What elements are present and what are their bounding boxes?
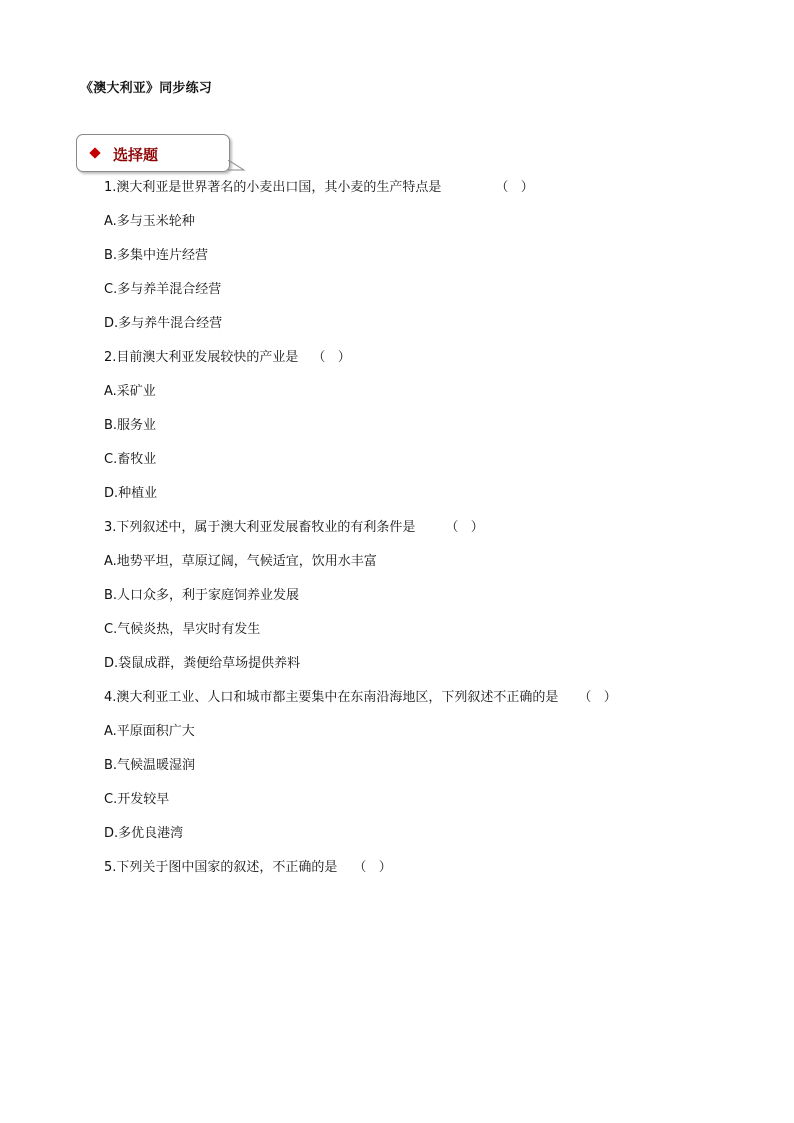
- question-stem: [104, 178, 724, 212]
- option-b: B.服务业: [104, 418, 157, 433]
- question-text: 1.澳大利亚是世界著名的小麦出口国，其小麦的生产特点是: [104, 180, 442, 195]
- option-c: C.畜牧业: [104, 452, 157, 467]
- option-a: A.平原面积广大: [104, 724, 195, 739]
- option-a: A.多与玉米轮种: [104, 214, 195, 229]
- question-text: 4.澳大利亚工业、人口和城市都主要集中在东南沿海地区，下列叙述不正确的是: [104, 690, 559, 705]
- answer-bracket: （ ）: [445, 520, 484, 535]
- answer-bracket: （ ）: [578, 690, 617, 705]
- question-text: 5.下列关于图中国家的叙述，不正确的是: [104, 860, 338, 875]
- option-b: B.气候温暖湿润: [104, 758, 196, 773]
- option-d: D.种植业: [104, 486, 158, 501]
- answer-bracket: （ ）: [495, 180, 534, 195]
- option-b: B.人口众多，利于家庭饲养业发展: [104, 588, 300, 603]
- answer-bracket: （ ）: [353, 860, 392, 875]
- option-c: C.多与养羊混合经营: [104, 282, 222, 297]
- section-header: [76, 134, 230, 172]
- document-title: 《澳大利亚》同步练习: [80, 81, 213, 96]
- option-d: D.袋鼠成群，粪便给草场提供养料: [104, 656, 301, 671]
- question-stem: [104, 858, 724, 892]
- option-d: D.多优良港湾: [104, 826, 184, 841]
- question-text: 2.目前澳大利亚发展较快的产业是: [104, 350, 299, 365]
- question-stem: [104, 688, 724, 722]
- diamond-bullet-icon: [89, 147, 100, 158]
- option-a: A.地势平坦，草原辽阔，气候适宜，饮用水丰富: [104, 554, 377, 569]
- question-list: [104, 178, 724, 892]
- section-label: 选择题: [113, 146, 159, 164]
- option-c: C.开发较早: [104, 792, 170, 807]
- option-d: D.多与养牛混合经营: [104, 316, 223, 331]
- option-b: B.多集中连片经营: [104, 248, 209, 263]
- question-text: 3.下列叙述中，属于澳大利亚发展畜牧业的有利条件是: [104, 520, 416, 535]
- question-stem: [104, 348, 724, 382]
- answer-bracket: （ ）: [312, 350, 351, 365]
- callout-tail-icon: [228, 160, 246, 172]
- question-stem: [104, 518, 724, 552]
- option-c: C.气候炎热，旱灾时有发生: [104, 622, 261, 637]
- option-a: A.采矿业: [104, 384, 156, 399]
